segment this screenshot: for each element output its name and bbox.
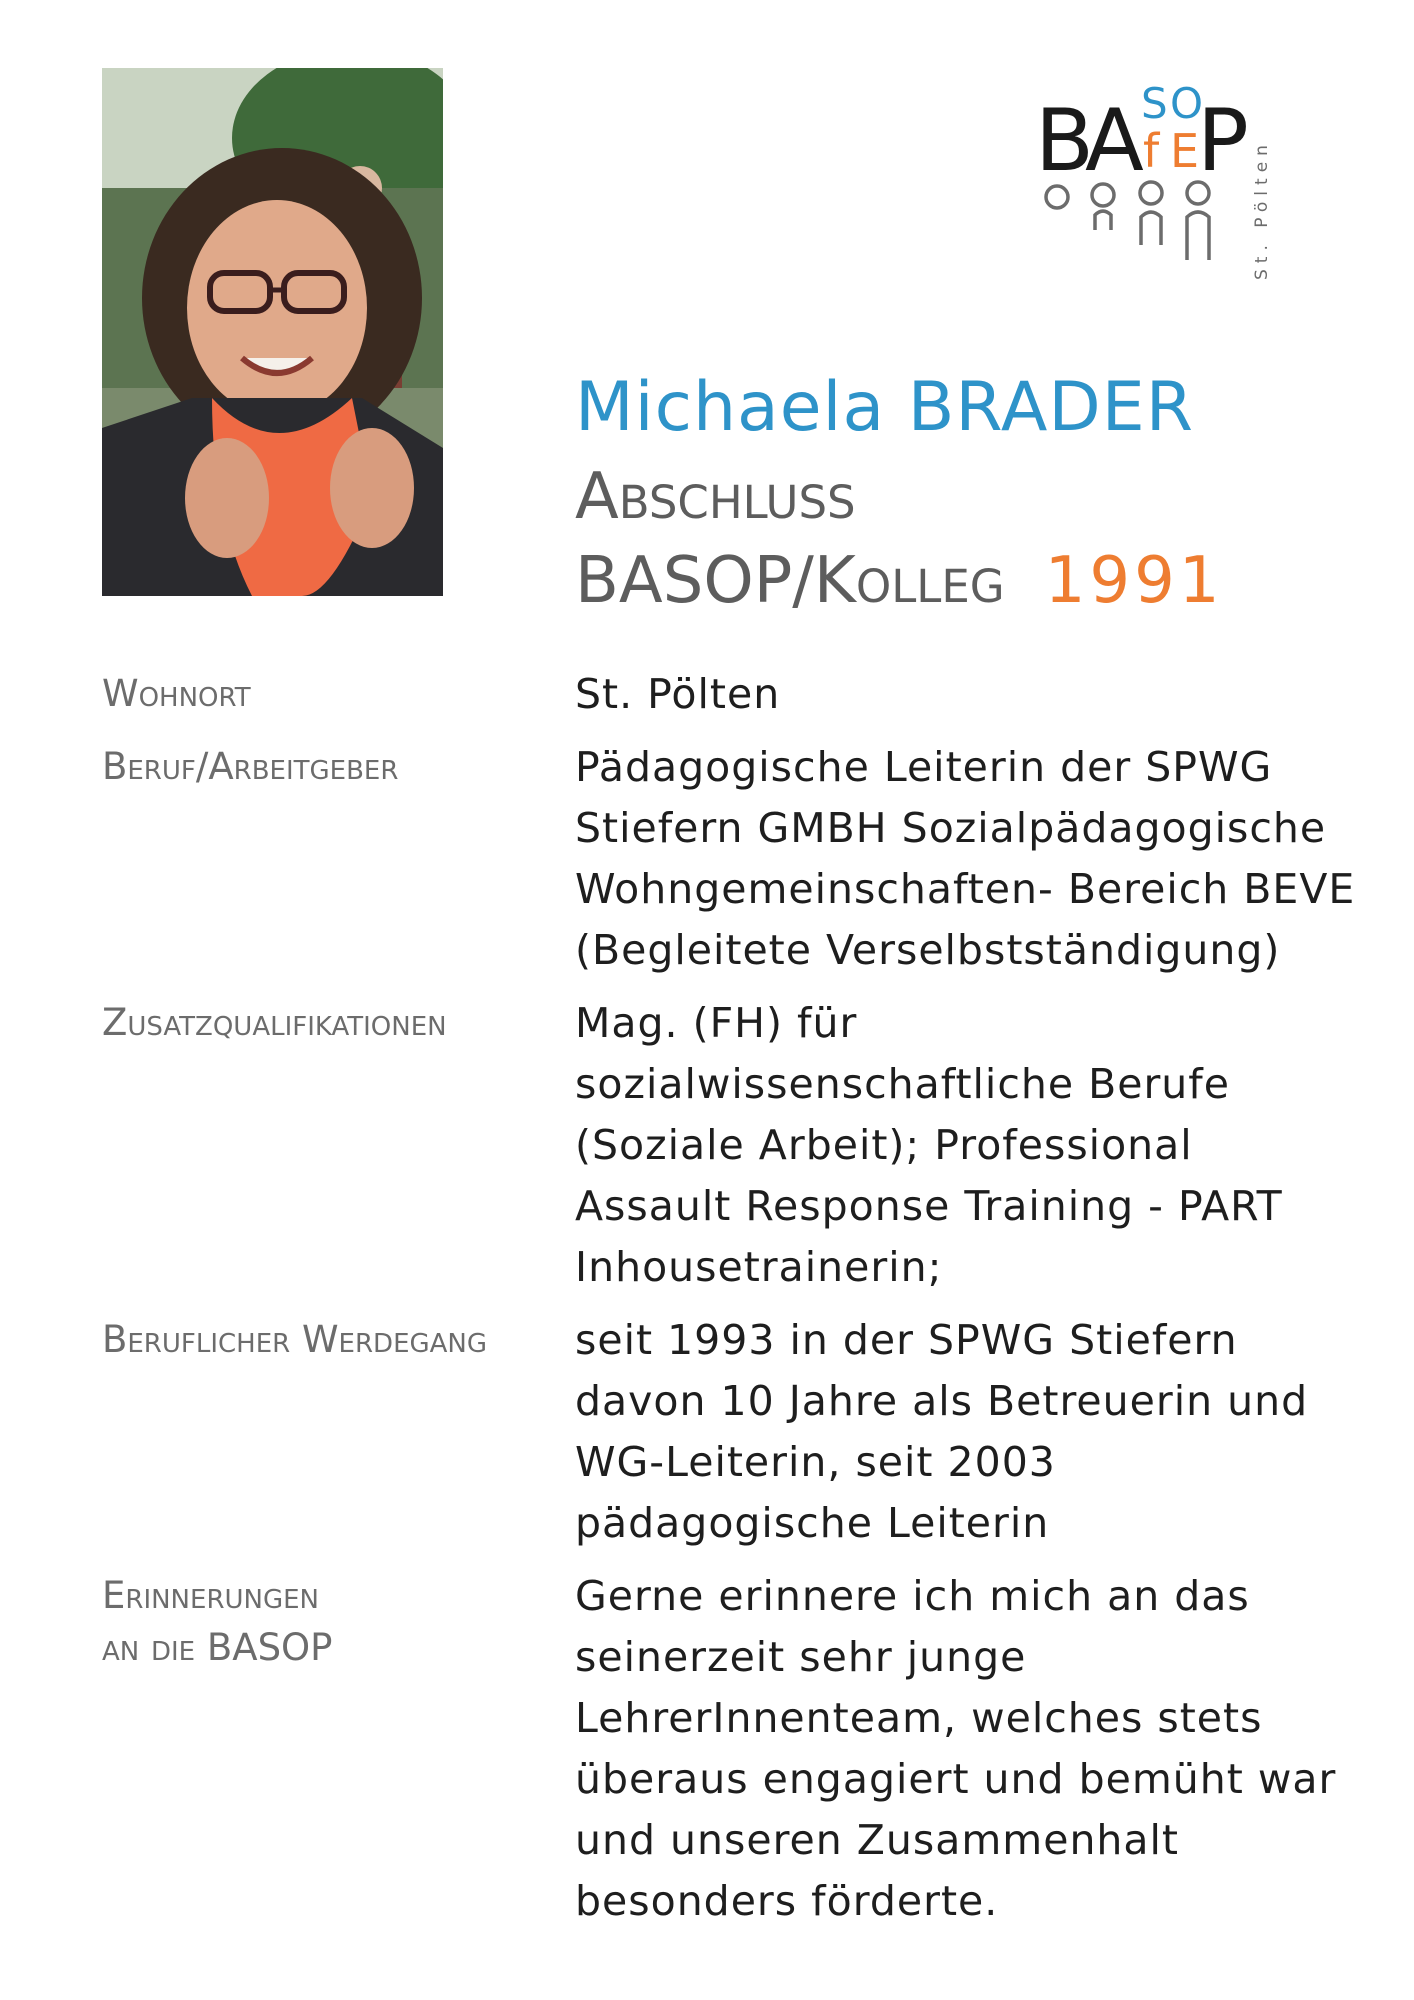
graduation-year: 1991 bbox=[1044, 544, 1224, 618]
logo-letter-e: E bbox=[1170, 124, 1200, 178]
logo-letter-p: P bbox=[1197, 91, 1249, 191]
logo-letter-a: A bbox=[1085, 91, 1144, 191]
degree-block bbox=[575, 455, 1224, 623]
portrait-photo bbox=[102, 68, 443, 596]
profile-row-beruf bbox=[102, 737, 1356, 981]
basop-logo bbox=[1035, 75, 1275, 290]
logo-letter-b: B bbox=[1035, 91, 1094, 191]
row-value: Mag. (FH) für sozialwissenschaftliche Berufe (Soziale Arbeit); Professional Assault Response Training - PART Inhousetrainerin; bbox=[575, 999, 1283, 1291]
portrait-illustration bbox=[102, 68, 443, 596]
logo-side-text: St. Pölten bbox=[1252, 139, 1272, 280]
logo-figures bbox=[1046, 182, 1209, 260]
degree-line-2: BASOP/Kolleg bbox=[575, 544, 1005, 618]
row-label: Erinnerungen an die BASOP bbox=[102, 1574, 333, 1669]
logo-letter-o: O bbox=[1170, 79, 1204, 128]
logo-letter-f: f bbox=[1143, 124, 1160, 178]
degree-line-1: Abschluss bbox=[575, 460, 856, 534]
profile-row-werdegang bbox=[102, 1310, 1332, 1554]
row-label: Beruflicher Werdegang bbox=[102, 1318, 488, 1361]
person-name: Michaela BRADER bbox=[575, 368, 1194, 447]
row-value: Gerne erinnere ich mich an das seinerzeit sehr junge LehrerInnenteam, welches stets überaus engagiert und bemüht war und unseren Zusammenhalt besonders förderte. bbox=[575, 1572, 1337, 1925]
row-value: St. Pölten bbox=[575, 670, 781, 718]
logo-letter-s: S bbox=[1141, 79, 1168, 128]
profile-row-wohnort bbox=[102, 664, 1332, 725]
profile-table bbox=[102, 664, 1356, 1932]
row-value: Pädagogische Leiterin der SPWG Stiefern GMBH Sozialpädagogische Wohngemeinschaften- Bereich BEVE (Begleitete Verselbstständigung) bbox=[575, 743, 1356, 974]
row-label: Zusatzqualifikationen bbox=[102, 1001, 447, 1044]
row-label: Beruf/Arbeitgeber bbox=[102, 745, 399, 788]
profile-row-zusatzqualifikationen bbox=[102, 993, 1332, 1298]
row-label: Wohnort bbox=[102, 672, 251, 715]
row-value: seit 1993 in der SPWG Stiefern davon 10 Jahre als Betreuerin und WG-Leiterin, seit 2003 pädagogische Leiterin bbox=[575, 1316, 1309, 1547]
profile-row-erinnerungen bbox=[102, 1566, 1337, 1932]
